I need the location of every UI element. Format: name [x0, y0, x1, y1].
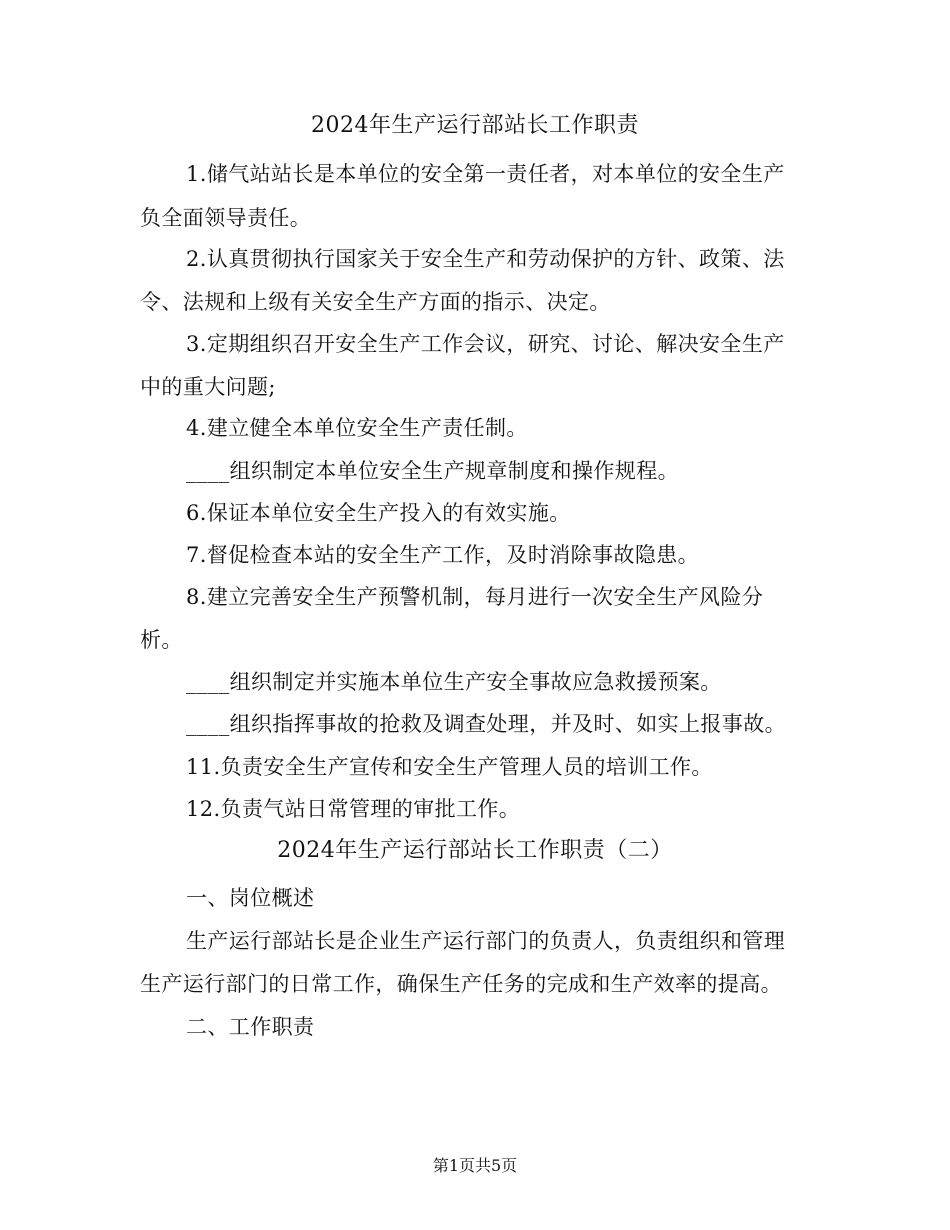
section-heading-overview: 一、岗位概述 [186, 886, 315, 910]
section-heading-duties: 二、工作职责 [186, 1015, 315, 1039]
item-12: 12.负责气站日常管理的审批工作。 [186, 797, 521, 821]
item-6: 6.保证本单位安全生产投入的有效实施。 [186, 501, 571, 525]
item-3-line-2: 中的重大问题; [140, 375, 276, 399]
document-title: 2024年生产运行部站长工作职责 [311, 113, 639, 138]
item-8-line-2: 析。 [140, 628, 183, 652]
page-footer: 第1页共5页 [432, 1156, 518, 1175]
item-8-line-1: 8.建立完善安全生产预警机制，每月进行一次安全生产风险分 [186, 585, 764, 609]
overview-line-1: 生产运行部站长是企业生产运行部门的负责人，负责组织和管理 [186, 929, 786, 953]
item-3-line-1: 3.定期组织召开安全生产工作会议，研究、讨论、解决安全生产 [186, 332, 785, 356]
item-1-line-2: 负全面领导责任。 [140, 206, 312, 230]
item-1-line-1: 1.储气站站长是本单位的安全第一责任者，对本单位的安全生产 [186, 162, 785, 186]
item-5: ____组织制定本单位安全生产规章制度和操作规程。 [186, 459, 679, 483]
item-4: 4.建立健全本单位安全生产责任制。 [186, 416, 528, 440]
item-11: 11.负责安全生产宣传和安全生产管理人员的培训工作。 [186, 755, 713, 779]
overview-line-2: 生产运行部门的日常工作，确保生产任务的完成和生产效率的提高。 [140, 972, 782, 996]
item-2-line-1: 2.认真贯彻执行国家关于安全生产和劳动保护的方针、政策、法 [186, 247, 785, 271]
item-9: ____组织制定并实施本单位生产安全事故应急救援预案。 [186, 670, 722, 694]
item-7: 7.督促检查本站的安全生产工作，及时消除事故隐患。 [186, 543, 700, 567]
item-10: ____组织指挥事故的抢救及调查处理，并及时、如实上报事故。 [186, 712, 786, 736]
second-title: 2024年生产运行部站长工作职责（二） [277, 838, 673, 863]
item-2-line-2: 令、法规和上级有关安全生产方面的指示、决定。 [140, 290, 611, 314]
